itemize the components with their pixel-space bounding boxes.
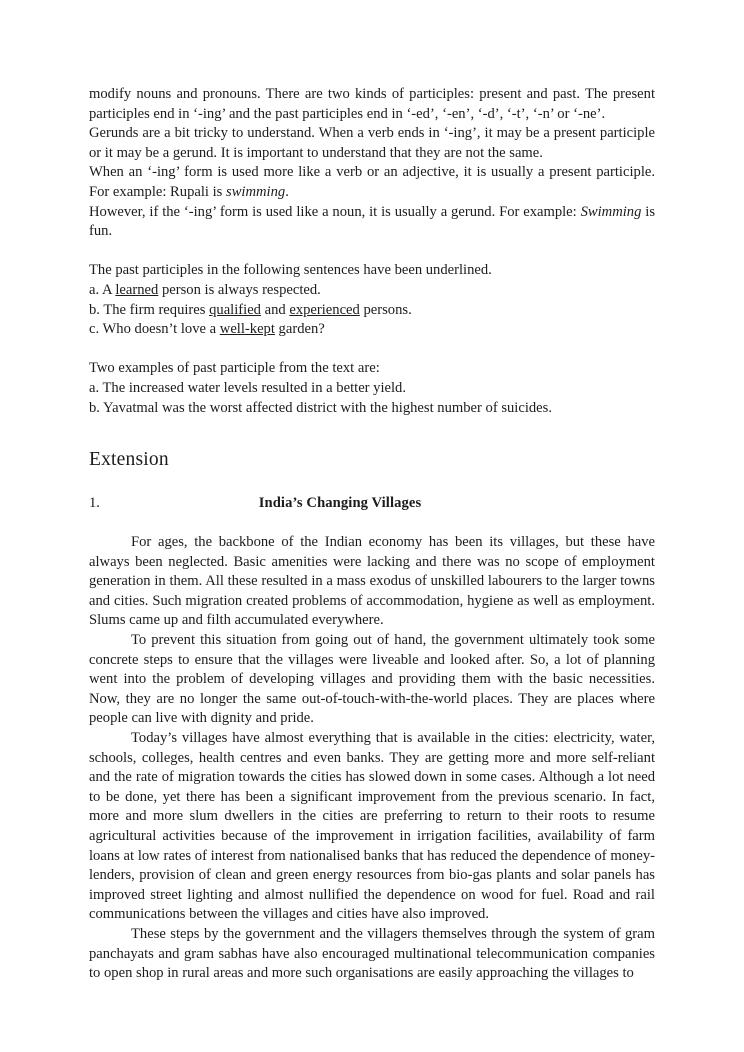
- underlined-exercise-item-b: [89, 301, 655, 321]
- grammar-paragraph-2: Gerunds are a bit tricky to understand. When a verb ends in ‘-ing’, it may be a present participle or it may be a gerund. It is important to understand that they are not the same.: [89, 125, 655, 161]
- article-paragraph-3: Today’s villages have almost everything that is available in the cities: electricity, water, schools, colleges, health centres and even banks. They are getting more and more self-reliant and the rate of migration towards the cities has slowed down in some cases. Although a lot need to be done, yet there has been a significant improvement from the previous scenario. In fact, more and more slum dwellers in the cities are preferring to return to their roots to resume agricultural activities because of the improvement in irrigation facilities, availability of farm loans at low rates of interest from nationalised banks that has reduced the dependence of money-lenders, provision of clean and green energy resources from bio-gas plants and solar panels has improved street lighting and almost nullified the dependence on wood for fuel. Road and rail communications between the villages and cities have also improved.: [89, 730, 655, 923]
- item-c-tail: garden?: [274, 321, 325, 338]
- underlined-exercise-item-a: [89, 281, 655, 301]
- grammar-paragraph-4: [89, 203, 655, 242]
- item-b-underlined-2: experienced: [289, 301, 360, 318]
- item-b-tail: persons.: [359, 301, 412, 318]
- article-paragraph-1: For ages, the backbone of the Indian economy has been its villages, but these have always been neglected. Basic amenities were lacking and there was no scope of employment generation in them. All these resulted in a mass exodus of unskilled labourers to the larger towns and cities. Such migration created problems of accommodation, hygiene as well as employment. Slums came up and filth accumulated everywhere.: [89, 534, 655, 629]
- item-c-underlined: well-kept: [219, 321, 275, 338]
- grammar-paragraph-3-italic: swimming: [226, 183, 286, 200]
- extension-item-number: 1.: [89, 495, 100, 512]
- underlined-exercise-intro: The past participles in the following sentences have been underlined.: [89, 262, 492, 279]
- article-body: [89, 533, 655, 984]
- article-paragraph-4: These steps by the government and the villagers themselves through the system of gram panchayats and gram sabhas have also encouraged multinational telecommunication companies to open shop in rural areas and more such organisations are easily approaching the villages to: [89, 925, 655, 982]
- article-title-row: [89, 493, 655, 513]
- text-examples-intro: Two examples of past participle from the text are:: [89, 360, 380, 377]
- item-a-underlined: learned: [115, 281, 159, 298]
- item-c-prefix: c. Who doesn’t love a: [89, 321, 220, 338]
- grammar-paragraph-4-text: However, if the ‘-ing’ form is used like a noun, it is usually a gerund. For example:: [89, 203, 581, 220]
- article-title: India’s Changing Villages: [258, 495, 422, 512]
- article-paragraph-2: To prevent this situation from going out of hand, the government ultimately took some concrete steps to ensure that the villages were liveable and looked after. So, a lot of planning went into the problem of developing villages and providing them with the basic necessities. Now, they are no longer the same out-of-touch-with-the-world places. They are places where people can live with dignity and pride.: [89, 632, 655, 727]
- item-a-prefix: a. A: [89, 281, 116, 298]
- item-a-tail: person is always respected.: [158, 281, 321, 298]
- grammar-paragraph-4-italic: Swimming: [580, 203, 642, 220]
- grammar-paragraph-3-text: When an ‘-ing’ form is used more like a verb or an adjective, it is usually a present participle. For example: Rupali is: [89, 164, 655, 200]
- underlined-exercise-block: [89, 261, 655, 339]
- grammar-paragraph-4-tail: is fun.: [89, 203, 656, 240]
- spacer-4: [89, 472, 655, 493]
- grammar-paragraph-3: [89, 163, 655, 202]
- underlined-exercise-item-c: [89, 320, 655, 340]
- spacer-3: [89, 418, 655, 448]
- spacer-2: [89, 340, 655, 360]
- extension-heading: Extension: [89, 449, 169, 471]
- grammar-paragraph-3-tail: .: [285, 183, 289, 200]
- item-b-prefix: b. The firm requires: [89, 301, 210, 318]
- spacer-1: [89, 242, 655, 262]
- grammar-paragraph-1: modify nouns and pronouns. There are two kinds of participles: present and past. The present participles end in ‘-ing’ and the past participles end in ‘-ed’, ‘-en’, ‘-d’, ‘-t’, ‘-n’ or ‘-ne’.: [89, 86, 655, 122]
- grammar-notes-block: [89, 85, 655, 242]
- item-b-middle: and: [260, 301, 290, 318]
- text-examples-item-a: a. The increased water levels resulted in a better yield.: [89, 379, 407, 396]
- spacer-5: [89, 513, 655, 533]
- text-examples-block: [89, 359, 655, 418]
- item-b-underlined-1: qualified: [209, 301, 261, 318]
- page-content: [89, 85, 655, 984]
- text-examples-item-b: b. Yavatmal was the worst affected district with the highest number of suicides.: [89, 399, 552, 416]
